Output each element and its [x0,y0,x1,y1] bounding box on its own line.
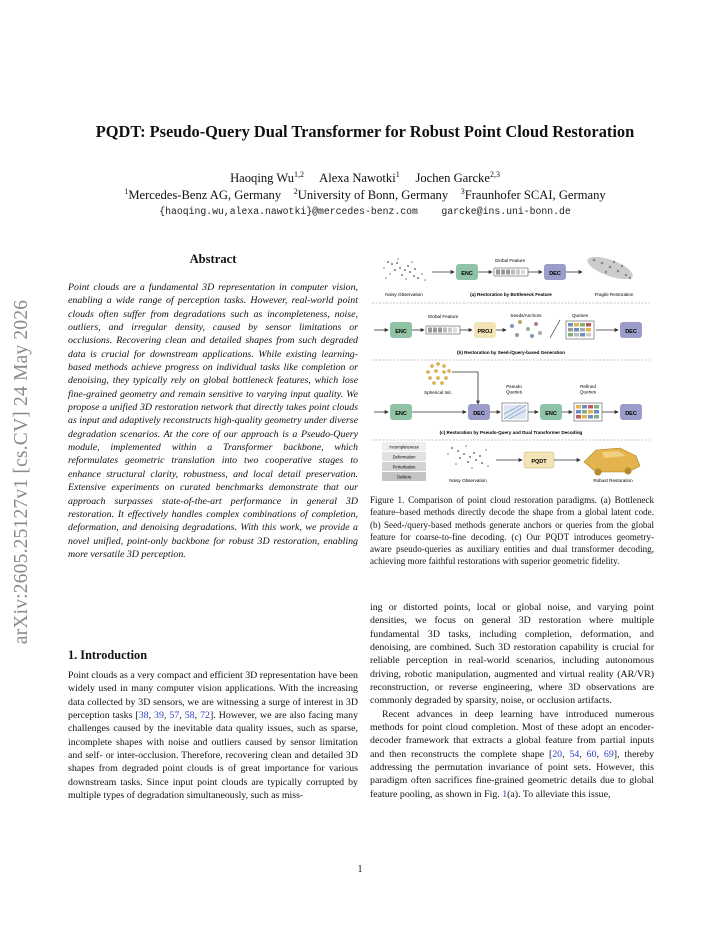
affiliation-list [60,187,670,203]
decoder-label: DEC [625,329,637,335]
global-feature-vector [426,326,460,334]
pseudo-queries-label: Pseudo Queries [505,384,523,395]
intro-text: Point clouds as a very compact and efficient 3D representation have been widely used in many computer vision applications. With the increasing data collected by 3D sensors, we are witnessing a surge of interest in 3D perception tasks [38, 39, 57, 58, 72]. However, we are also facing many challenges caused by the inevitable data quality issues, such as sparse, incomplete shapes with noise and outliers caused by sensor limitation and self- or inter-occlusion. Therefore, recovering clean and detailed 3D shapes from degraded point clouds is of great importance for various downstream tasks. Since input point clouds are typically corrupted by multiple types of degradation simultaneously, such as miss- [68,670,359,802]
author: Alexa Nawotki$^1$ [319,170,400,186]
panel-b [374,313,642,355]
refined-query-grid [574,403,602,421]
paragraph: ing or distorted points, local or global noise, and varying point densities, we focus on general 3D restoration where multiple fundamental 3D tasks, including completion, deformation, and denoising, are combined. Such 3D restoration capability is crucial for reliable perception in real-world scenarios, including autonomous driving, robotic manipulation, augmented and virtual reality (AR/VR) reconstruction, or reverse engineering, where 3D observations are commonly degraded by sparsity, noise, or occlusion artifacts. [370,602,654,707]
noisy-plane-cloud [383,258,426,281]
citation-link[interactable]: 38 [138,710,149,722]
panel-a [383,252,635,297]
seed-points [510,320,542,338]
paragraph: Recent advances in deep learning have introduced numerous methods for point cloud completion. Most of these adopt an encoder-decoder framework that extracts a global feature from partial inputs and then reconstructs the complete shape [20, 54, 60, 69], thereby addressing the permutation invariance of point sets. However, this paradigm often sacrifices fine-grained geometric details due to global feature pooling, as shown in Fig. 1(a). To alleviate this issue, [370,708,655,800]
robust-restoration-car [584,448,640,476]
page-number: 1 [357,864,363,875]
noisy-car-cloud [447,445,489,469]
robust-restoration-label: Robust Restoration [593,478,633,483]
right-column-text [370,601,654,801]
decoder-label: DEC [473,411,485,417]
author-list [60,170,670,186]
panel-b-caption: (b) Restoration by Seed-/Query-based Generation [457,350,565,355]
fragile-restoration-cloud [585,252,636,283]
refined-queries-label: Refined Queries [579,384,597,395]
affiliation: $^2$University of Bonn, Germany [293,187,449,203]
arxiv-stamp: arXiv:2605.25127v1 [cs.CV] 24 May 2026 [11,299,32,645]
abstract-heading: Abstract [189,252,237,266]
panel-c [374,362,642,435]
degradation-list [382,442,426,481]
pqdt-label: PQDT [531,459,547,465]
or-slash [550,320,560,338]
panel-c-caption: (c) Restoration by Pseudo-Query and Dual Transformer Decoding [439,430,583,435]
citation-link[interactable]: 20 [552,748,563,760]
degradation-label: Perturbation [392,464,416,470]
figure-1 [370,250,652,488]
projection-label: PROJ [477,329,493,335]
citation-link[interactable]: 69 [603,748,614,760]
decoder-label: DEC [625,411,637,417]
author-emails: {haoqing.wu,alexa.nawotki}@mercedes-benz.com garcke@ins.uni-bonn.de [159,206,571,217]
panel-a-caption: (a) Restoration by Bottleneck Feature [470,292,552,297]
spherical-init-sphere [426,362,450,384]
affiliation: $^1$Mercedes-Benz AG, Germany [124,187,282,203]
author: Jochen Garcke$^{2,3}$ [415,170,500,186]
spherical-init-label: Spherical Init. [424,390,452,395]
noisy-observation-label: Noisy Observation [385,292,423,297]
citation-link[interactable]: 60 [586,748,597,760]
degradation-label: Deformation [392,454,416,460]
fragile-restoration-label: Fragile Restoration [594,292,634,297]
figure-1-caption: Figure 1. Comparison of point cloud restoration paradigms. (a) Bottleneck feature–based methods directly decode the shape from a global latent code. (b) Seed-/query-based methods generate anchors or queries from the global feature for coarse-to-fine decoding. (c) Our PQDT introduces geometry-aware pseudo-queries as auxiliary entities and dual transformer decoding, achieving more faithful restorations with superior geometric fidelity. [370,495,654,567]
abstract-text: Point clouds are a fundamental 3D representation in computer vision, enabling a wide range of perception tasks. However, real-world point clouds often suffer from degradations such as incompleteness, noise, outliers, and irregular density, caused by sensor limitations or occlusions. Recovering clean and detailed shapes from such degraded data is crucial for downstream applications. While existing learning-based methods achieve progress on individual tasks like completion or denoising, they typically rely on global bottleneck features, which lose fine-grained geometry and remain sensitive to varying input quality. We propose a unified 3D restoration network that directly takes point clouds as input and adaptively reconstructs high-quality geometry under diverse degradation scenarios. At the core of our approach is a Pseudo-Query module, implemented within a Transformer backbone, which reformulates geometric translation into two cooperative stages to enhance structural clarity, robustness, and local detail preservation. Extensive experiments on curated benchmarks demonstrate that our approach surpasses state-of-the-art performance in general 3D restoration. It effectively handles complex combinations of completion, deformation, and denoising degradations. With this work, we provide a novel unified, point-only backbone for robust 3D restoration, enabling more versatile 3D perception. [68,282,358,560]
citation-link[interactable]: 1 [502,788,508,800]
citation-link[interactable]: 39 [154,710,164,722]
degradation-label: Incompleteness [389,444,419,450]
pseudo-query-grid [502,403,528,421]
citation-link[interactable]: 72 [200,710,210,722]
encoder-label: ENC [461,271,473,277]
decoder-label: DEC [549,271,561,277]
query-grid [566,321,594,339]
encoder-label: ENC [545,411,557,417]
citation-link[interactable]: 57 [169,710,180,722]
noisy-observation-label: Noisy Observation [449,478,487,483]
intro-heading: 1. Introduction [68,648,148,662]
citation-link[interactable]: 58 [184,710,195,722]
global-feature-label: Global Feature [427,314,459,319]
paper-title: PQDT: Pseudo-Query Dual Transformer for Robust Point Cloud Restoration [95,122,635,141]
encoder-label: ENC [395,411,407,417]
citation-link[interactable]: 54 [569,748,580,760]
encoder-label: ENC [395,329,407,335]
panel-d [382,442,640,483]
author: Haoqing Wu$^{1,2}$ [230,170,305,186]
global-feature-vector [494,268,528,276]
seeds-anchors-label: Seeds/Anchors [510,313,542,318]
queries-label: Queries [571,313,589,318]
affiliation: $^3$Fraunhofer SCAI, Germany [460,187,606,203]
global-feature-label: Global Feature [494,258,526,263]
degradation-label: Outliers [396,474,412,480]
